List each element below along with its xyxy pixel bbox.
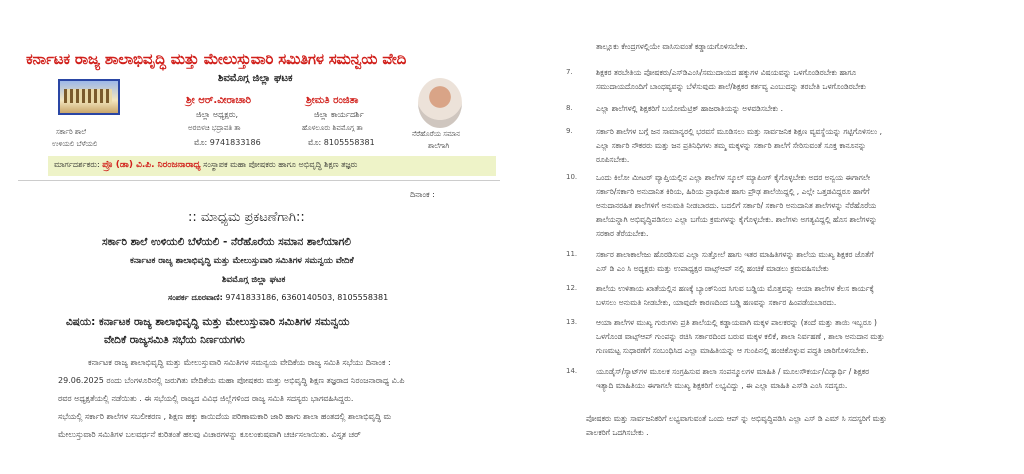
item-number: 10. <box>566 173 578 181</box>
press-heading: :: ಮಾಧ್ಯಮ ಪ್ರಕಟಣೆಗಾಗಿ:: <box>188 210 305 225</box>
body-line: ರವರ ಅಧ್ಯಕ್ಷತೆಯಲ್ಲಿ ನಡೆಯಿತು . ಈ ಸಭೆಯಲ್ಲಿ ರಾಜ್ಯದ ವಿವಿಧ ಜಿಲ್ಲೆಗಳಿಂದ ರಾಜ್ಯ ಸಮಿತಿ ಸದಸ್ಯರು ಭಾಗವಹಿಸಿದ್ದರು. <box>58 394 354 403</box>
school-line-2: ಉಳಿಯಲಿ ಬೆಳೆಯಲಿ <box>52 140 98 148</box>
item-line: ಎಲ್ಲಾ ಶಾಲೆಗಳಲ್ಲಿ ಶಿಕ್ಷಕರಿಗೆ ಬಯೋಮೆಟ್ರಿಕ್ ಹಾಜರಾತಿಯನ್ನು ಅಳವಡಿಸಬೇಕು . <box>596 104 783 113</box>
person2-role: ಜಿಲ್ಲಾ ಕಾರ್ಯದರ್ಶಿ <box>314 110 364 119</box>
org-line: ಕರ್ನಾಟಕ ರಾಜ್ಯ ಶಾಲಾಭಿವೃದ್ಧಿ ಮತ್ತು ಮೇಲುಸ್ತುವಾರಿ ಸಮಿತಿಗಳ ಸಮನ್ವಯ ವೇದಿಕೆ <box>130 256 354 266</box>
item-line: ಒಳಗೊಂಡ ವಾಟ್ಸ್‌ಆಪ್ ಗುಂಪನ್ನು ರಚಿಸಿ ಸರ್ಕಾರದಿಂದ ಬರುವ ಮಕ್ಕಳ ಕಲಿಕೆ, ಶಾಲಾ ನಿರ್ವಹಣೆ , ಶಾಲಾ ಅನುದಾನ ಮತ್ತು <box>596 332 885 341</box>
contact-label: ಸಂಪರ್ಕ ದೂರವಾಣಿ: <box>168 293 223 302</box>
item-line: ಆಯಾ ಶಾಲೆಗಳ ಮುಖ್ಯ ಗುರುಗಳು ಪ್ರತಿ ಶಾಲೆಯಲ್ಲಿ ಕಡ್ಡಾಯವಾಗಿ ಮಕ್ಕಳ ಪಾಲಕರನ್ನು (ತಂದೆ ಮತ್ತು ತಾಯಿ ಇಬ್ಬರೂ ) <box>596 318 877 327</box>
letterhead-subtitle: ಶಿವಮೊಗ್ಗ ಜಿಲ್ಲಾ ಘಟಕ <box>218 73 293 84</box>
right-intro: ತಾಲ್ಲೂಕು ಕೇಂದ್ರಗಳಲ್ಲಿಯೇ ವಾಸಿಸುವಂತೆ ಕಡ್ಡಾಯಗೊಳಿಸಬೇಕು. <box>596 42 748 51</box>
person1-place: ಅರಬಿಳಚಿ ಭದ್ರಾವತಿ ತಾ <box>188 124 241 132</box>
item-line: ಎಲ್ಲಾ ಸರ್ಕಾರಿ ನೌಕರರು ಮತ್ತು ಜನ ಪ್ರತಿನಿಧಿಗಳು ತಮ್ಮ ಮಕ್ಕಳನ್ನು ಸರ್ಕಾರಿ ಶಾಲೆಗೆ ಸೇರಿಸುವಂತೆ ಸೂಕ್ತ ಕಾನೂನನ್ನು <box>596 141 867 150</box>
subject-line-2: ವೇದಿಕೆ ರಾಜ್ಯಸಮಿತಿ ಸಭೆಯ ನಿರ್ಣಯಗಳು <box>104 334 245 346</box>
person1-phone: ಮೊ: 9741833186 <box>194 138 261 147</box>
item-line: ಸಮುದಾಯದೊಂದಿಗೆ ಬಾಂಧವ್ಯವನ್ನು ಬೆಳೆಸುವುದು ಶಾಲೆ/ಶಿಕ್ಷಕರ ಕರ್ತವ್ಯ ಎಂಬುದನ್ನು ತರಬೇತಿ ಒಳಗೊಂಡಿರಬೇಕು <box>596 82 867 91</box>
item-number: 13. <box>566 318 578 326</box>
closing-line: ಪಾಲಕರಿಗೆ ಒದಗಿಸಬೇಕು . <box>586 428 649 437</box>
letterhead-title: ಕರ್ನಾಟಕ ರಾಜ್ಯ ಶಾಲಾಭಿವೃದ್ಧಿ ಮತ್ತು ಮೇಲುಸ್ತುವಾರಿ ಸಮಿತಿಗಳ ಸಮನ್ವಯ ವೇದಿ <box>26 50 407 68</box>
item-number: 12. <box>566 284 578 292</box>
person2-name: ಶ್ರೀಮತಿ ರಂಜಿತಾ <box>306 95 359 106</box>
subject-line-1: ವಿಷಯ: ಕರ್ನಾಟಕ ರಾಜ್ಯ ಶಾಲಾಭಿವೃದ್ಧಿ ಮತ್ತು ಮೇಲುಸ್ತುವಾರಿ ಸಮಿತಿಗಳ ಸಮನ್ವಯ <box>66 316 350 328</box>
body-line: ಮೇಲುಸ್ತುವಾರಿ ಸಮಿತಿಗಳ ಬಲವರ್ಧನೆ ಕುರಿತಂತೆ ಹಲವು ವಿಚಾರಗಳನ್ನು ಕೂಲಂಕುಷವಾಗಿ ಚರ್ಚಿಸಲಾಯಿತು. ವಿಸ್ತೃತ ಚರ್ <box>58 430 361 439</box>
slogan: ಸರ್ಕಾರಿ ಶಾಲೆ ಉಳಿಯಲಿ ಬೆಳೆಯಲಿ - ನೆರೆಹೊರೆಯ ಸಮಾನ ಶಾಲೆಯಾಗಲಿ <box>102 236 351 248</box>
school-line-1: ಸರ್ಕಾರಿ ಶಾಲೆ <box>56 128 87 136</box>
item-line: ಸರ್ಕಾರ ಶಾಲಾಕಾಲೇಜು ಹೊರಡಿಸುವ ಎಲ್ಲಾ ಸುತ್ತೋಲೆ ಹಾಗು ಇತರ ಮಾಹಿತಿಗಳನ್ನು ಶಾಲೆಯ ಮುಖ್ಯ ಶಿಕ್ಷಕರ ಜೊತೆಗೆ <box>596 250 874 259</box>
mentor-line <box>54 160 357 170</box>
organization-logo <box>58 79 120 115</box>
item-line: ಒಂದು ಕಿಲೋ ಮೀಟರ್ ವ್ಯಾಪ್ತಿಯಲ್ಲಿನ ಎಲ್ಲಾ ಶಾಲೆಗಳ ಸ್ಕೂಲ್ ಮ್ಯಾಪಿಂಗ್ ಕೈಗೊಳ್ಳಬೇಕು ಅದರ ಅನ್ವಯ ಈಗಾಗಲೇ <box>596 173 871 182</box>
item-line: ಶಿಕ್ಷಕರ ತರಬೇತಿಯ ಪೋಷಕರು/ಎಸ್‌ಡಿಎಂಸಿ/ಸಮುದಾಯದ ಹಕ್ಕುಗಳ ವಿಷಯವನ್ನು ಒಳಗೊಂಡಿರಬೇಕು ಹಾಗೂ <box>596 68 857 77</box>
body-line: ಕರ್ನಾಟಕ ರಾಜ್ಯ ಶಾಲಾಭಿವೃದ್ಧಿ ಮತ್ತು ಮೇಲುಸ್ತುವಾರಿ ಸಮಿತಿಗಳ ಸಮನ್ವಯ ವೇದಿಕೆಯ ರಾಜ್ಯ ಸಮಿತಿ ಸಭೆಯು ದಿನಾಂಕ : <box>88 358 391 367</box>
mentor-photo <box>418 78 462 128</box>
contact-numbers: 9741833186, 6360140503, 8105558381 <box>225 293 389 302</box>
item-line: ರೂಪಿಸಬೇಕು. <box>596 155 630 164</box>
item-line: ಸರ್ಕಾರಿ/ಸರ್ಕಾರಿ ಅನುದಾನಿತ ಕಿರಿಯ, ಹಿರಿಯ ಪ್ರಾಥಮಿಕ ಹಾಗು ಪ್ರೌಢ ಶಾಲೆಯಿದ್ದಲ್ಲಿ , ಎಲ್ಲೇ ಒತ್ತಡವಿದ್ದರೂ ಹಾಗೆಗೆ <box>596 187 870 196</box>
person1-role: ಜಿಲ್ಲಾ ಅಧ್ಯಕ್ಷರು, <box>196 110 239 119</box>
item-line: ಗುಣಮಟ್ಟ ಸುಧಾರಣೆಗೆ ಸಂಬಂಧಿಸಿದ ಎಲ್ಲಾ ಮಾಹಿತಿಯನ್ನು ಆ ಗುಂಪಿನಲ್ಲಿ ಹಂಚಿಕೊಳ್ಳುವ ಪದ್ಧತಿ ಜಾರಿಗೊಳಿಸಬೇಕು. <box>596 346 869 355</box>
photo-caption-1: ನೆರೆಹೊರೆಯ ಸಮಾನ <box>412 130 460 138</box>
item-number: 8. <box>566 104 573 112</box>
item-number: 14. <box>566 367 578 375</box>
item-line: ಶಾಲೆಯನ್ನಾಗಿ ಅಭಿವೃದ್ಧಿಪಡಿಸಲು ಎಲ್ಲಾ ಬಗೆಯ ಕ್ರಮಗಳನ್ನು ಕೈಗೊಳ್ಳಬೇಕು. ಶಾಲೆಗಳು ಅಗತ್ಯವಿದ್ದಲ್ಲಿ ಹೊಸ ಶಾಲೆಗಳನ್ನು <box>596 215 878 224</box>
item-number: 11. <box>566 250 578 258</box>
mentor-name: ಪ್ರೊ (ಡಾ) ವಿ.ಪಿ. ನಿರಂಜನಾರಾಧ್ಯ <box>102 160 201 170</box>
person1-name: ಶ್ರೀ ಆರ್.ವೀರಾಚಾರಿ <box>186 95 252 106</box>
person2-phone: ಮೊ: 8105558381 <box>308 138 375 147</box>
item-number: 9. <box>566 127 573 135</box>
contact-line <box>168 293 388 303</box>
item-line: ಸರಕಾರ ತೆರೆಯಬೇಕು. <box>596 229 649 238</box>
photo-caption-2: ಶಾಲೆಗಾಗಿ <box>428 142 450 150</box>
person2-place: ಹೊಳಲೂರು ಶಿವಮೊಗ್ಗ ತಾ <box>302 124 363 132</box>
body-line: 29.06.2025 ರಂದು ಬೆಂಗಳೂರಿನಲ್ಲಿ ಜರುಗಿತು ವೇದಿಕೆಯ ಮಹಾ ಪೋಷಕರು ಮತ್ತು ಅಭಿವೃದ್ಧಿ ಶಿಕ್ಷಣ ತಜ್ಞರಾದ ನಿರಂಜನಾರಾಧ್ಯ ವಿ.ಪಿ <box>58 376 405 385</box>
mentor-prefix: ಮಾರ್ಗದರ್ಶಕರು: <box>54 160 100 169</box>
item-line: ಎಸ್ ಡಿ ಎಂ ಸಿ ಅಧ್ಯಕ್ಷರು ಮತ್ತು ಉಪಾಧ್ಯಕ್ಷರ ವಾಟ್ಸ್ಆಪ್ ನಲ್ಲಿ ಹಂಚಿಕೆ ಮಾಡಲು ಕ್ರಮವಹಿಸಬೇಕು <box>596 264 829 273</box>
mentor-suffix: ಸಂಸ್ಥಾಪಕ ಮಹಾ ಪೋಷಕರು ಹಾಗೂ ಅಭಿವೃದ್ಧಿ ಶಿಕ್ಷಣ ತಜ್ಞರು <box>203 160 358 169</box>
item-line: ಇತ್ಯಾದಿ ಮಾಹಿತಿಯು ಈಗಾಗಲೇ ಮುಖ್ಯ ಶಿಕ್ಷಕರಿಗೆ ಲಭ್ಯವಿದ್ದು , ಈ ಎಲ್ಲಾ ಮಾಹಿತಿ ಎಸ್‌ಡಿ ಎಂಸಿ ಸದಸ್ಯರು. <box>596 381 848 390</box>
unit-line: ಶಿವಮೊಗ್ಗ ಜಿಲ್ಲಾ ಘಟಕ <box>222 275 286 285</box>
left-page <box>18 0 500 474</box>
item-number: 7. <box>566 68 573 76</box>
item-line: ಸರ್ಕಾರಿ ಶಾಲೆಗಳ ಬಗ್ಗೆ ಜನ ಸಾಮಾನ್ಯರಲ್ಲಿ ಭರವಸೆ ಮೂಡಿಸಲು ಮತ್ತು ಸಾರ್ವಜನಿಕ ಶಿಕ್ಷಣ ವ್ಯವಸ್ಥೆಯನ್ನು ಗಟ್ಟಿಗೊಳಿಸಲು , <box>596 127 883 136</box>
header-divider <box>18 180 500 181</box>
date-label: ದಿನಾಂಕ : <box>410 190 435 199</box>
item-line: ಯೂಡೈಸ್/ಸ್ಯಾಟ್‌ಗಳ ಮೂಲಕ ಸಂಗ್ರಹಿಸುವ ಶಾಲಾ ಸಂಪನ್ಮೂಲಗಳ ಮಾಹಿತಿ / ಮೂಲಸೌಕರ್ಯ/ವಿದ್ಯಾರ್ಥಿ / ಶಿಕ್ಷಕರ <box>596 367 870 376</box>
item-line: ಬಳಸಲು ಅನುಮತಿ ನೀಡಬೇಕು, ಯಾವುದೇ ಕಾರಣದಿಂದ ಬಡ್ಡಿ ಹಣವನ್ನು ಸರ್ಕಾರ ಹಿಂಪಡೆಯಬಾರದು. <box>596 298 837 307</box>
item-line: ಅನುದಾನರಹಿತ ಶಾಲೆಗಳಿಗೆ ಅನುಮತಿ ನೀಡಬಾರದು. ಬದಲಿಗೆ ಸರ್ಕಾರಿ/ ಸರ್ಕಾರಿ ಅನುದಾನಿತ ಶಾಲೆಗಳನ್ನು ನೆರೆಹೊರೆಯ <box>596 201 877 210</box>
right-page <box>560 0 1008 474</box>
body-line: ಸಭೆಯಲ್ಲಿ ಸರ್ಕಾರಿ ಶಾಲೆಗಳ ಸಬಲೀಕರಣ , ಶಿಕ್ಷಣ ಹಕ್ಕು ಕಾಯಿದೆಯ ಪರಿಣಾಮಕಾರಿ ಜಾರಿ ಹಾಗು ಶಾಲಾ ಹಂತದಲ್ಲಿ ಶಾಲಾಭಿವೃದ್ಧಿ ಮ <box>58 412 392 421</box>
item-line: ಶಾಲೆಯ ಉಳಿತಾಯ ಖಾತೆಯಲ್ಲಿನ ಹಣಕ್ಕೆ ಬ್ಯಾಂಕ್‌ನಿಂದ ಸಿಗುವ ಬಡ್ಡಿಯ ಮೊತ್ತವನ್ನು ಆಯಾ ಶಾಲೆಗಳ ಕೆಲಸ ಕಾರ್ಯಕ್ಕೆ <box>596 284 874 293</box>
closing-line: ಪೋಷಕರು ಮತ್ತು ಸಾರ್ವಜನಿಕರಿಗೆ ಲಭ್ಯವಾಗುವಂತೆ ಒಂದು ಆಪ್ ನ್ನು ಅಭಿವೃದ್ಧಿಪಡಿಸಿ ಎಲ್ಲಾ ಎಸ್ ಡಿ ಎಮ್ ಸಿ ಸದಸ್ಯರಿಗೆ ಮತ್ತು <box>586 414 887 423</box>
